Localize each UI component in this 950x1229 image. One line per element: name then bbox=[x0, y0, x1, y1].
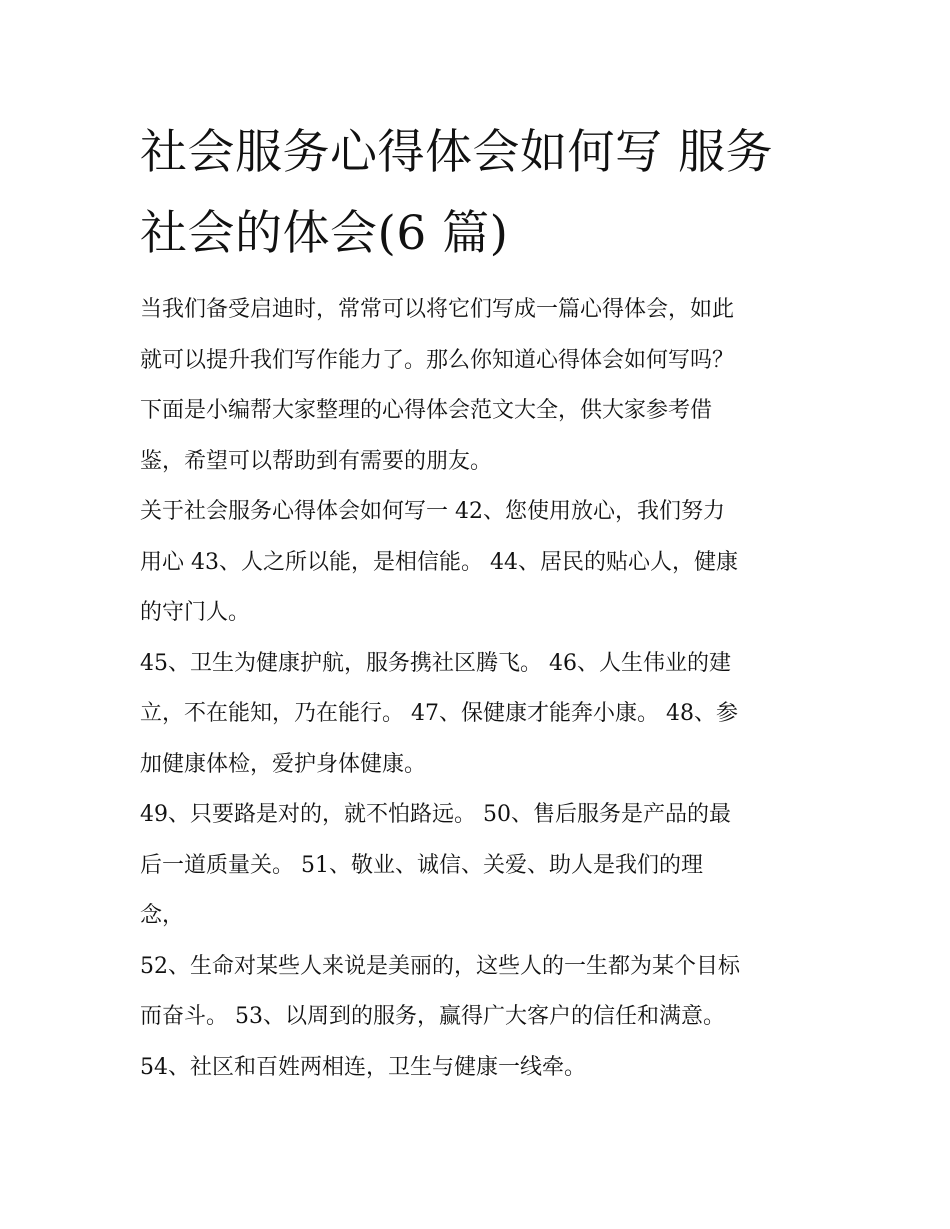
paragraph-slogans-42-44 bbox=[140, 487, 820, 639]
document-title bbox=[140, 112, 820, 274]
title-line: 社会的体会(6 篇) bbox=[140, 206, 509, 261]
paragraph-intro bbox=[140, 285, 820, 487]
text-line: 当我们备受启迪时，常常可以将它们写成一篇心得体会，如此 bbox=[140, 297, 735, 322]
text-line: 用心 43、人之所以能，是相信能。 44、居民的贴心人，健康 bbox=[140, 549, 738, 575]
text-line: 下面是小编帮大家整理的心得体会范文大全，供大家参考借 bbox=[140, 398, 713, 423]
text-line: 鉴，希望可以帮助到有需要的朋友。 bbox=[140, 448, 493, 474]
paragraph-slogans-49-51 bbox=[140, 790, 820, 942]
text-line: 念， bbox=[140, 903, 185, 928]
text-line: 立，不在能知，乃在能行。 47、保健康才能奔小康。 48、参 bbox=[140, 701, 738, 726]
text-line: 54、社区和百姓两相连，卫生与健康一线牵。 bbox=[140, 1054, 586, 1080]
document-body bbox=[140, 285, 820, 1093]
text-line: 的守门人。 bbox=[140, 600, 251, 625]
title-line: 社会服务心得体会如何写 服务 bbox=[140, 125, 773, 180]
text-line: 加健康体检，爱护身体健康。 bbox=[140, 751, 427, 777]
text-line: 而奋斗。 53、以周到的服务，赢得广大客户的信任和满意。 bbox=[140, 1004, 725, 1029]
text-line: 关于社会服务心得体会如何写一 42、您使用放心，我们努力 bbox=[140, 499, 725, 524]
text-line: 52、生命对某些人来说是美丽的，这些人的一生都为某个目标 bbox=[140, 953, 740, 979]
text-line: 45、卫生为健康护航，服务携社区腾飞。 46、人生伟业的建 bbox=[140, 650, 731, 676]
paragraph-slogans-45-48 bbox=[140, 639, 820, 791]
text-line: 49、只要路是对的，就不怕路远。 50、售后服务是产品的最 bbox=[140, 802, 731, 827]
paragraph-slogans-52-54 bbox=[140, 942, 820, 1094]
text-line: 就可以提升我们写作能力了。那么你知道心得体会如何写吗？ bbox=[140, 347, 735, 373]
document-page bbox=[140, 112, 820, 1093]
text-line: 后一道质量关。 51、敬业、诚信、关爱、助人是我们的理 bbox=[140, 852, 703, 878]
